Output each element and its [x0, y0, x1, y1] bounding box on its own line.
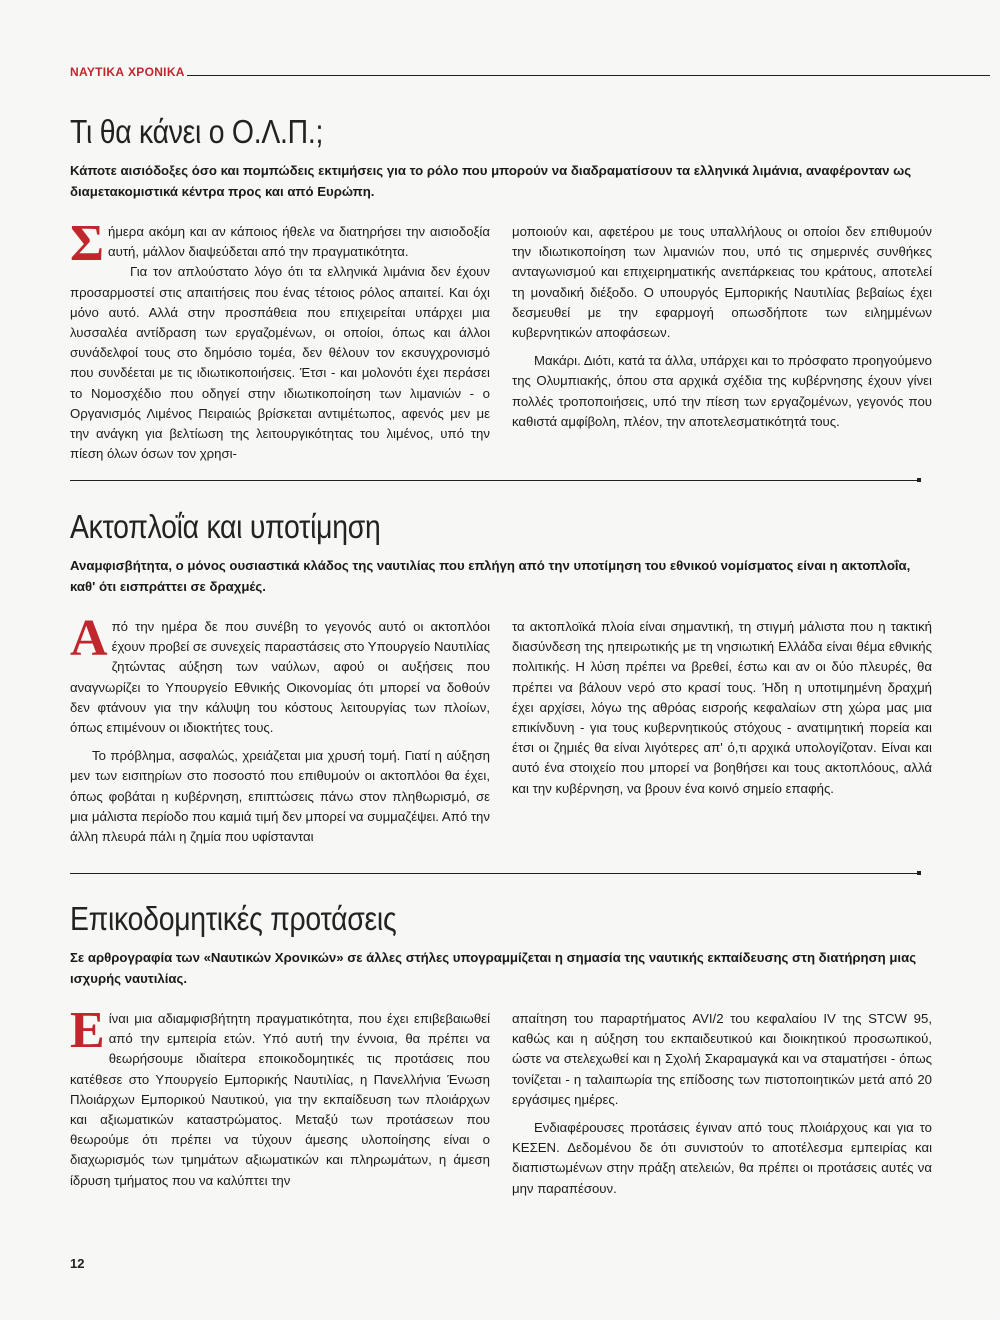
article-lead: Αναμφισβήτητα, ο μόνος ουσιαστικά κλάδος της ναυτιλίας που επλήγη από την υποτίμηση του εθνικού νομίσματος είναι η ακτοπλοΐα, καθ' ότι εισπράττει σε δραχμές. [70, 558, 911, 594]
right-column [512, 222, 932, 464]
drop-cap: Σ [70, 215, 104, 272]
article-columns [70, 610, 932, 847]
running-header [70, 64, 990, 80]
header-rule [187, 75, 990, 76]
left-column [70, 610, 490, 847]
article-lead: Κάποτε αισιόδοξες όσο και πομπώδεις εκτιμήσεις για το ρόλο που μπορούν να διαδραματίσουν τα ελληνικά λιμάνια, αναφέρονταν ως διαμετακομιστικά κέντρα προς και από Ευρώπη. [70, 163, 912, 199]
paragraph: Ενδιαφέρουσες προτάσεις έγιναν από τους πλοιάρχους και για το ΚΕΣΕΝ. Δεδομένου δε ότι συνιστούν το αποτέλεσμα εμπειρίας και διαπιστωμένων στην πράξη ατελειών, θα πρέπει οι προτάσεις αυτές να μην παραπέσουν. [512, 1120, 932, 1196]
paragraph: απαίτηση του παραρτήματος AVI/2 του κεφαλαίου IV της STCW 95, καθώς και η αύξηση του εκπαιδευτικού και διοικητικού προσωπικού, ώστε να στελεχωθεί και η Σχολή Σκαραμαγκά και να σταματήσει - όπως τονίζεται - η ταλαιπωρία της επίδοσης των πιστοποιητικών μετά από 20 εργάσιμες ημέρες. [512, 1011, 932, 1107]
drop-cap: Α [70, 610, 108, 667]
drop-cap: Ε [70, 1002, 105, 1059]
paragraph: μοποιούν και, αφετέρου με τους υπαλλήλους οι οποίοι δεν επιθυμούν την ιδιωτικοποίηση των λιμανιών που, υπό τις σημερινές συνθήκες ανταγωνισμού και επιχειρηματικής ανεπάρκειας του κράτους, αποτελεί τη μοναδική διέξοδο. Ο υπουργός Εμπορικής Ναυτιλίας βεβαίως έχει δεσμευθεί με την εφαρμογή οπωσδήποτε των ειλημμένων κυβερνητικών αποφάσεων. [512, 224, 932, 341]
right-column [512, 1009, 932, 1199]
article-title: Ακτοπλοΐα και υποτίμηση [70, 508, 381, 545]
paragraph: Για τον απλούστατο λόγο ότι τα ελληνικά λιμάνια δεν έχουν προσαρμοστεί στις απαιτήσεις που ένας τέτοιος ρόλος απαιτεί. Και όχι μόνο αυτό. Αλλά στην προσπάθεια που επιχειρείται υπάρχει μια λυσσαλέα αντίδραση των εργαζομένων, οι οποίοι, όπως και άλλοι συνάδελφοί τους στο δημόσιο τομέα, δεν θέλουν τον εκσυγχρονισμό που συνδέεται με τις ιδιωτικοποιήσεις. Έτσι - και μολονότι έχει περάσει το Νομοσχέδιο που οδηγεί στην ιδιωτικοποίηση των λιμανιών - ο Οργανισμός Λιμένος Πειραιώς βρίσκεται αντιμέτωπος, αφενός μεν με την ανάγκη για βελτίωση της λειτουργικότητας του λιμένος, υπό την πίεση όλων όσων τον χρησι- [70, 264, 490, 462]
paragraph: Από την ημέρα δε που συνέβη το γεγονός αυτό οι ακτοπλόοι έχουν προβεί σε συνεχείς παραστάσεις στο Υπουργείο Ναυτιλίας ζητώντας αύξηση των ναύλων, αφού οι αυξήσεις που αναγνωρίζει το Υπουργείο Εθνικής Οικονομίας ότι μπορεί να δοθούν δεν φτάνουν για την κάλυψη του κόστους λειτουργίας των πλοίων, όπως επιμένουν οι ιδιοκτήτες τους. [70, 610, 490, 736]
paragraph: Είναι μια αδιαμφισβήτητη πραγματικότητα, που έχει επιβεβαιωθεί από την εμπειρία ετών. Υπό αυτή την έννοια, θα πρέπει να θεωρήσουμε ιδιαίτερα εποικοδομητικές τις προτάσεις που κατέθεσε στο Υπουργείο Εμπορικής Ναυτιλίας, η Πανελλήνια Ένωση Πλοιάρχων Εμπορικού Ναυτικού, για την εκπαίδευση των πλοιάρχων και αξιωματικών καταστρώματος. Μεταξύ των προτάσεων που θεωρούμε ότι πρέπει να τύχουν άμεσης υλοποίησης είναι ο διαχωρισμός των τμημάτων αξιωματικών και πληρωμάτων, η άμεση ίδρυση τμήματος που να καλύπτει την [70, 1002, 490, 1188]
left-column [70, 1002, 490, 1199]
magazine-brand: ΝΑΥΤΙΚΑ ΧΡΟΝΙΚΑ [70, 65, 185, 79]
article-lead: Σε αρθρογραφία των «Ναυτικών Χρονικών» σε άλλες στήλες υπογραμμίζεται η σημασία της ναυτικής εκπαίδευσης στη διατήρηση μιας ισχυρής ναυτιλίας. [70, 950, 917, 986]
article-olp [70, 110, 932, 464]
article-title: Επικοδομητικές προτάσεις [70, 900, 397, 937]
article-columns [70, 215, 932, 464]
article-title: Τι θα κάνει ο Ο.Λ.Π.; [70, 113, 324, 150]
article-training-proposals [70, 897, 932, 1199]
section-divider [70, 480, 918, 481]
right-column [512, 617, 932, 847]
paragraph: Μακάρι. Διότι, κατά τα άλλα, υπάρχει και το πρόσφατο προηγούμενο της Ολυμπιακής, όπου στα αρχικά σχέδια της κυβέρνησης έχουν γίνει πολλές τροποποιήσεις, υπό την πίεση των εργαζομένων, γεγονός που καθιστά αμφίβολη, πλέον, την αποτελεσματικότητά τους. [512, 353, 932, 429]
article-coastal-shipping [70, 505, 932, 847]
paragraph: τα ακτοπλοϊκά πλοία είναι σημαντική, τη στιγμή μάλιστα που η τακτική διασύνδεση της ηπειρωτικής με τη νησιωτική Ελλάδα είναι θέμα εθνικής πολιτικής. Η λύση πρέπει να βρεθεί, έστω και αν οι δύο πλευρές, θα πρέπει να βάλουν νερό στο κρασί τους. Ήδη η υποτιμημένη δραχμή έχει αρχίσει, λόγω της αθρόας εισροής κεφαλαίων στη χώρα μας μια επικίνδυνη - για τους κυβερνητικούς στόχους - ανατιμητική πορεία και έτσι οι ζημιές θα είναι λιγότερες απ' ό,τι αρχικά υπολογίζοταν. Είναι και αυτό ένα στοιχείο που μπορεί να βοηθήσει και τους ακτοπλόους, αλλά και την κυβέρνηση, να βρουν ένα κοινό σημείο επαφής. [512, 619, 932, 796]
paragraph: Σήμερα ακόμη και αν κάποιος ήθελε να διατηρήσει την αισιοδοξία αυτή, μάλλον διαψεύδεται από την πραγματικότητα. [70, 215, 490, 272]
page-number: 12 [70, 1256, 85, 1271]
paragraph: Το πρόβλημα, ασφαλώς, χρειάζεται μια χρυσή τομή. Γιατί η αύξηση μεν των εισιτηρίων στο ποσοστό που επιθυμούν οι ακτοπλόοι θα έχει, όπως φοβάται η κυβέρνηση, επιπτώσεις πάνω στον πληθωρισμό, σε μια μάλιστα περίοδο που καμιά τιμή δεν μπορεί να συμμαζέψει. Από την άλλη πλευρά πάλι η ζημία που υφίστανται [70, 748, 490, 845]
left-column [70, 215, 490, 464]
article-columns [70, 1002, 932, 1199]
section-divider [70, 873, 918, 874]
